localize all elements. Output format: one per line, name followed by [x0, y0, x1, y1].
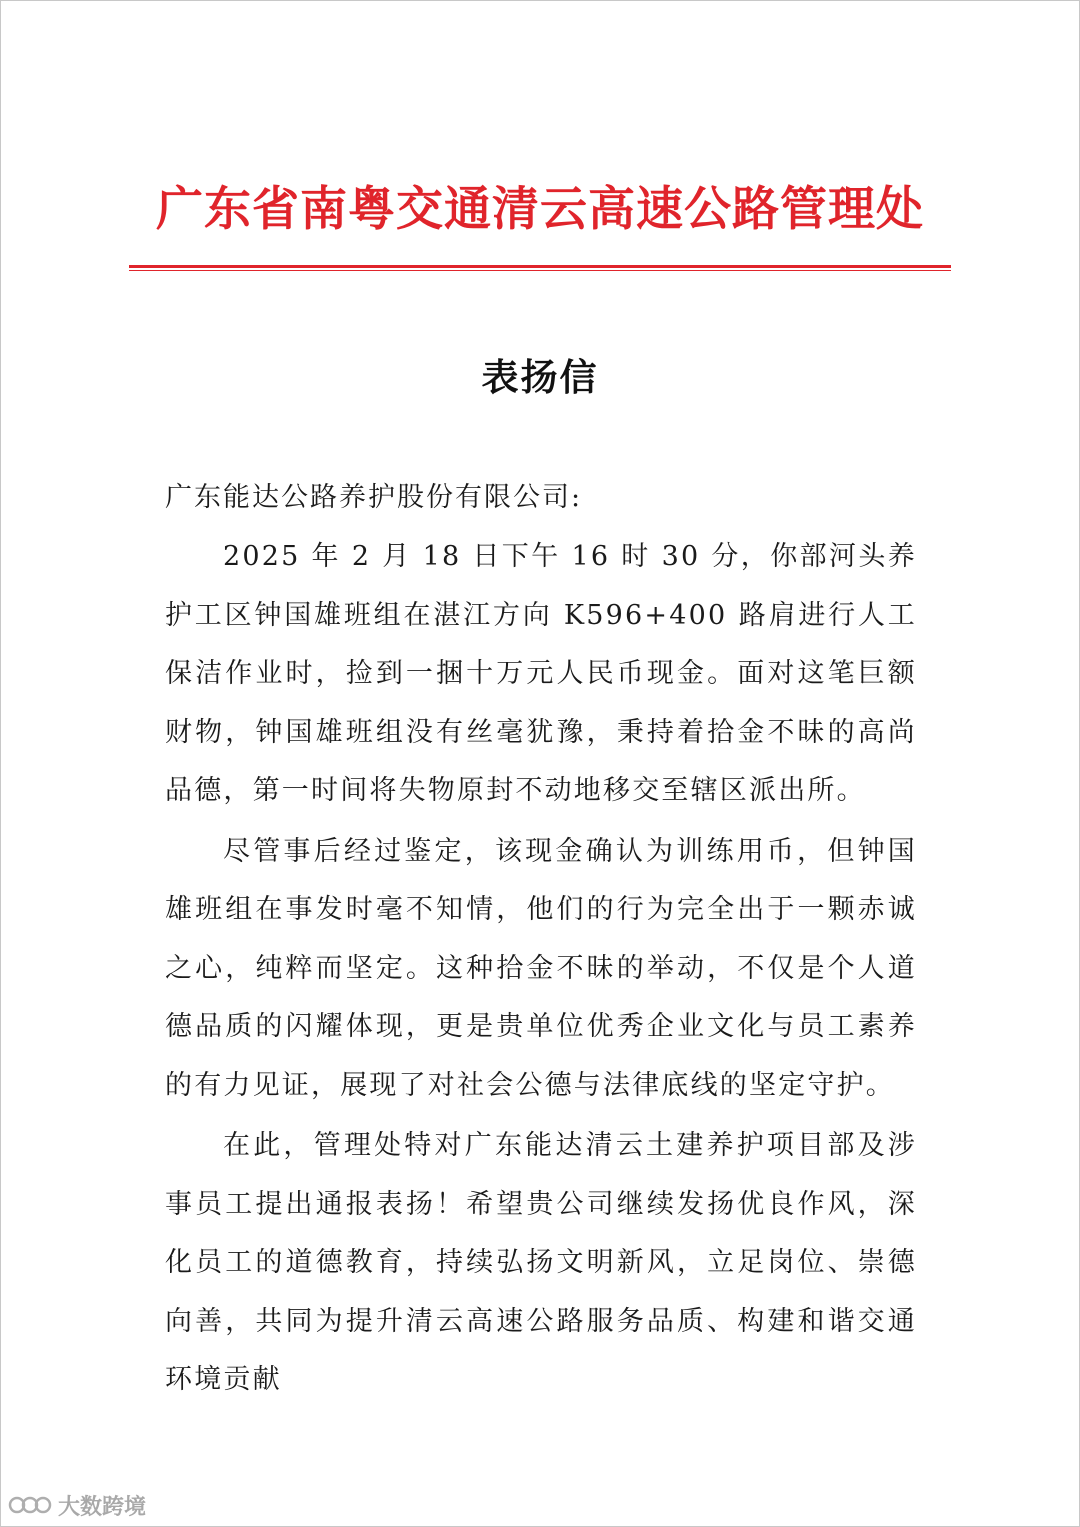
header-divider — [129, 265, 951, 272]
letter-body — [165, 528, 917, 1410]
header-divider-thick — [129, 265, 951, 268]
watermark-text: 大数跨境 — [58, 1494, 147, 1520]
brand-logo-icon — [8, 1493, 52, 1517]
letter-paragraph: 2025 年 2 月 18 日下午 16 时 30 分，你部河头养护工区钟国雄班组在湛江方向 K596+400 路肩进行人工保洁作业时，捡到一捆十万元人民币现金。面对这笔巨额财物，钟国雄班组没有丝毫犹豫，秉持着拾金不昧的高尚品德，第一时间将失物原封不动地移交至辖区派出所。 — [165, 541, 917, 806]
letter-title: 表扬信 — [481, 355, 599, 399]
organization-header: 广东省南粤交通清云高速公路管理处 — [156, 182, 924, 237]
header-divider-thin — [129, 270, 951, 271]
watermark — [8, 1490, 146, 1520]
letter-paragraph: 尽管事后经过鉴定，该现金确认为训练用币，但钟国雄班组在事发时毫不知情，他们的行为完全出于一颗赤诚之心，纯粹而坚定。这种拾金不昧的举动，不仅是个人道德品质的闪耀体现，更是贵单位优秀企业文化与员工素养的有力见证，展现了对社会公德与法律底线的坚定守护。 — [165, 835, 917, 1101]
letter-salutation: 广东能达公路养护股份有限公司: — [165, 482, 583, 513]
letter-paragraph: 在此，管理处特对广东能达清云土建养护项目部及涉事员工提出通报表扬！希望贵公司继续发扬优良作风，深化员工的道德教育，持续弘扬文明新风，立足岗位、崇德向善，共同为提升清云高速公路服务品质、构建和谐交通环境贡献 — [165, 1130, 917, 1395]
